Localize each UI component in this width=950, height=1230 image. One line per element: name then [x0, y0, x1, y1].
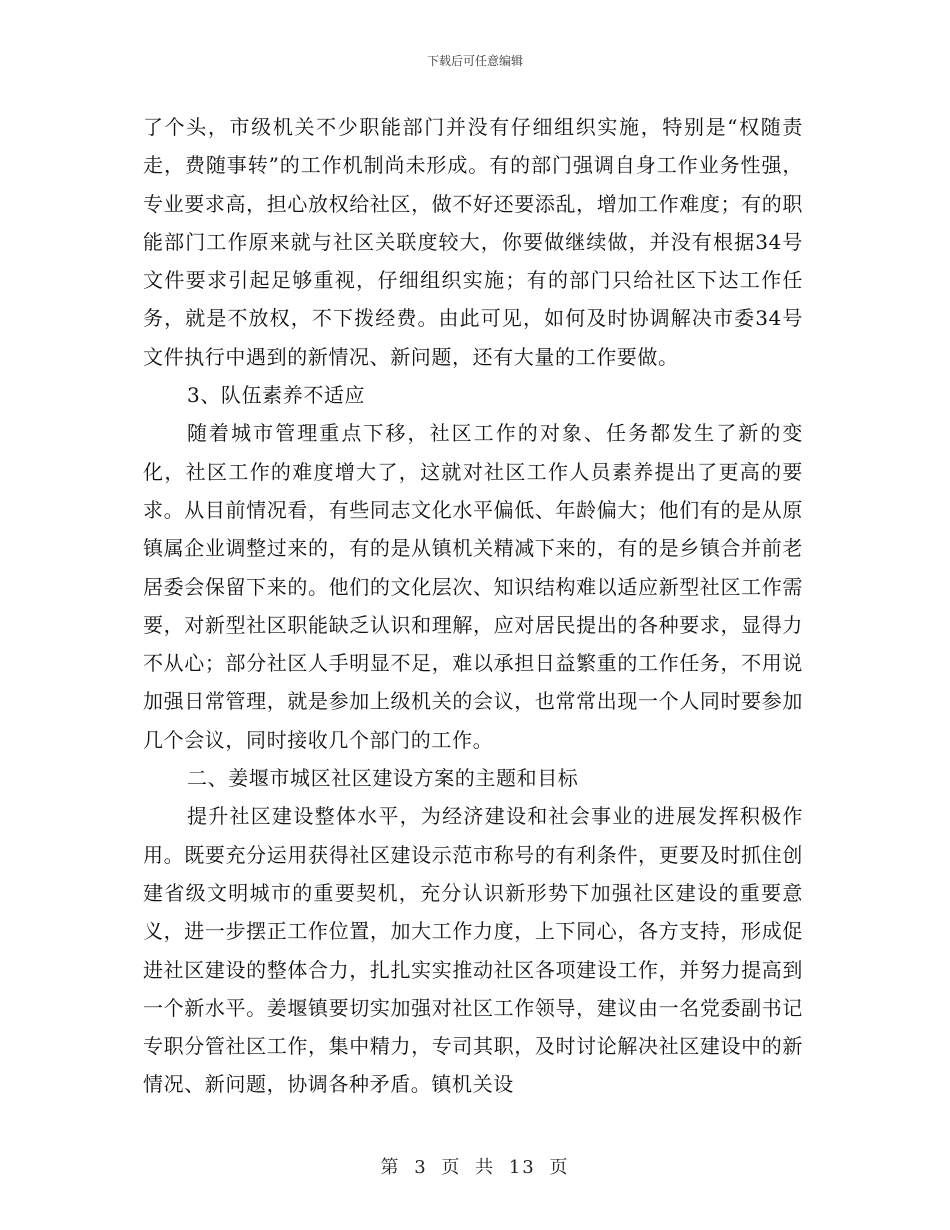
paragraph-team-quality: 随着城市管理重点下移，社区工作的对象、任务都发生了新的变化，社区工作的难度增大了，这就对社区工作人员素养提出了更高的要求。从目前情况看，有些同志文化水平偏低、年龄偏大；他们有的是从原镇属企业调整过来的，有的是从镇机关精减下来的，有的是乡镇合并前老居委会保留下来的。他们的文化层次、知识结构难以适应新型社区工作需要，对新型社区职能缺乏认识和理解，应对居民提出的各种要求，显得力不从心；部分社区人手明显不足，难以承担日益繁重的工作任务，不用说加强日常管理，就是参加上级机关的会议，也常常出现一个人同时要参加几个会议，同时接收几个部门的工作。: [143, 421, 803, 752]
page-header: 下载后可任意编辑: [426, 54, 523, 68]
paragraph-continuation: 了个头，市级机关不少职能部门并没有仔细组织实施，特别是“权随责走，费随事转”的工作机制尚未形成。有的部门强调自身工作业务性强，专业要求高，担心放权给社区，做不好还要添乱，增加工作难度；有的职能部门工作原来就与社区关联度较大，你要做继续做，并没有根据34号文件要求引起足够重视，仔细组织实施；有的部门只给社区下达工作任务，就是不放权，不下拨经费。由此可见，如何及时协调解决市委34号文件执行中遇到的新情况、新问题，还有大量的工作要做。: [143, 115, 803, 369]
paragraph-theme-goals: 提升社区建设整体水平，为经济建设和社会事业的进展发挥积极作用。既要充分运用获得社区建设示范市称号的有利条件，更要及时抓住创建省级文明城市的重要契机，充分认识新形势下加强社区建设的重要意义，进一步摆正工作位置，加大工作力度，上下同心，各方支持，形成促进社区建设的整体合力，扎扎实实推动社区各项建设工作，并努力提高到一个新水平。姜堰镇要切实加强对社区工作领导，建议由一名党委副书记专职分管社区工作，集中精力，专司其职，及时讨论解决社区建设中的新情况、新问题，协调各种矛盾。镇机关设: [143, 804, 803, 1097]
document-body: [143, 108, 803, 1104]
section-heading-team-quality: 3、队伍素养不适应: [187, 383, 366, 408]
page-footer: 第 3 页 共 13 页: [380, 1157, 570, 1178]
section-heading-theme-goals: 二、姜堰市城区社区建设方案的主题和目标: [187, 766, 579, 791]
